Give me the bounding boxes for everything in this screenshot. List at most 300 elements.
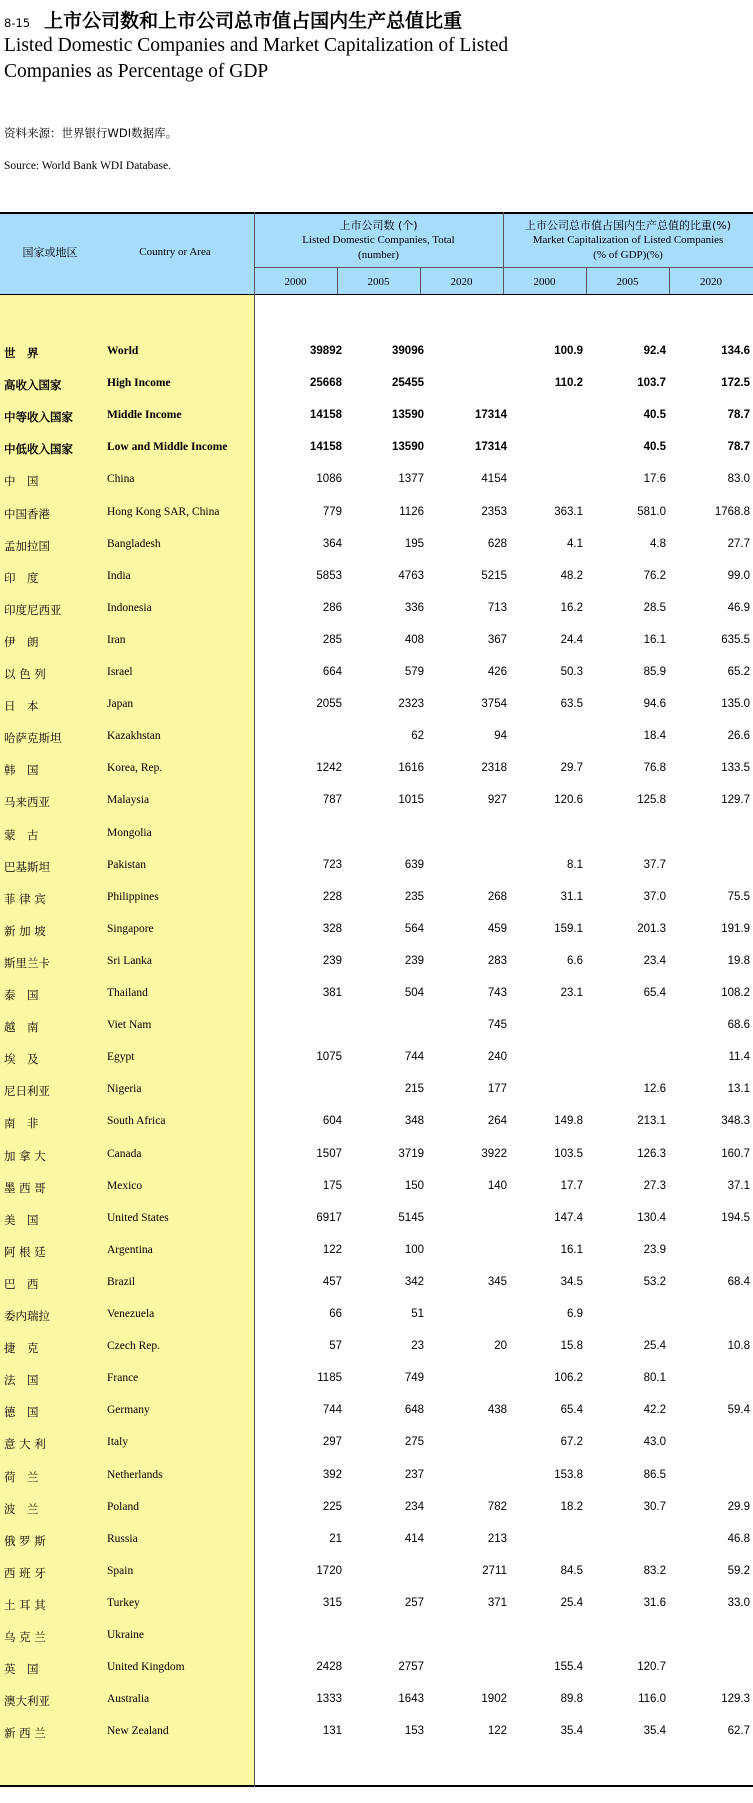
- value-cell: 2318: [481, 762, 507, 775]
- table-row: [0, 433, 753, 465]
- country-name-en: Canada: [107, 1147, 142, 1160]
- value-cell: 17.6: [643, 473, 666, 486]
- value-cell: 664: [322, 666, 342, 678]
- table-row: [0, 1332, 753, 1364]
- value-cell: 30.7: [643, 1500, 666, 1513]
- country-name-zh: 墨 西 哥: [4, 1180, 46, 1195]
- value-cell: 345: [487, 1275, 507, 1288]
- value-cell: 1720: [316, 1564, 342, 1577]
- value-cell: 1185: [317, 1372, 342, 1385]
- table-row: [0, 1589, 753, 1621]
- value-cell: 66: [329, 1308, 342, 1320]
- value-cell: 438: [487, 1404, 507, 1417]
- table-row: [0, 1557, 753, 1589]
- country-name-en: Pakistan: [107, 858, 146, 871]
- country-name-zh: 加 拿 大: [4, 1148, 46, 1163]
- value-cell: 564: [404, 922, 424, 935]
- country-name-zh: 泰 国: [4, 988, 39, 1002]
- country-name-zh: 中国香港: [4, 506, 50, 521]
- value-cell: 26.6: [727, 730, 750, 743]
- value-cell: 68.6: [727, 1019, 750, 1032]
- country-name-en: India: [107, 569, 131, 582]
- value-cell: 110.2: [554, 377, 583, 390]
- value-cell: 63.5: [560, 698, 583, 711]
- country-name-zh: 新 加 坡: [4, 923, 46, 938]
- value-cell: 5145: [398, 1211, 424, 1224]
- source-note-zh: 资料来源：世界银行WDI数据库。: [4, 126, 178, 140]
- value-cell: 16.2: [560, 601, 583, 614]
- value-cell: 149.8: [554, 1115, 583, 1128]
- table-row: [0, 883, 753, 915]
- country-name-zh: 德 国: [4, 1405, 39, 1420]
- table-row: [0, 401, 753, 433]
- country-name-en: Netherlands: [107, 1468, 163, 1481]
- value-cell: 76.8: [643, 762, 666, 775]
- value-cell: 130.4: [637, 1211, 666, 1224]
- value-cell: 46.9: [727, 601, 750, 614]
- value-cell: 648: [404, 1404, 424, 1417]
- value-cell: 31.1: [560, 890, 583, 903]
- value-cell: 67.2: [560, 1436, 583, 1449]
- value-cell: 83.0: [727, 473, 750, 486]
- value-cell: 348: [404, 1115, 424, 1128]
- value-cell: 23: [411, 1340, 424, 1353]
- value-cell: 234: [404, 1500, 424, 1513]
- value-cell: 59.2: [727, 1564, 750, 1577]
- value-cell: 80.1: [643, 1372, 666, 1385]
- value-cell: 59.4: [727, 1404, 750, 1417]
- value-cell: 13590: [392, 441, 424, 454]
- country-name-zh: 阿 根 廷: [4, 1244, 46, 1259]
- value-cell: 215: [404, 1083, 424, 1096]
- country-name-zh: 南 非: [4, 1116, 39, 1131]
- header-year: 2005: [367, 276, 390, 288]
- country-name-zh: 新 西 兰: [4, 1726, 46, 1741]
- value-cell: 16.1: [560, 1243, 583, 1256]
- value-cell: 257: [404, 1596, 424, 1609]
- country-name-zh: 意 大 利: [4, 1437, 46, 1452]
- value-cell: 604: [322, 1115, 342, 1128]
- value-cell: 27.7: [727, 537, 750, 550]
- value-cell: 381: [322, 987, 342, 999]
- country-name-zh: 中低收入国家: [4, 442, 73, 457]
- value-cell: 25668: [310, 377, 342, 390]
- country-name-en: High Income: [107, 377, 171, 390]
- value-cell: 1507: [316, 1147, 342, 1160]
- value-cell: 23.9: [643, 1243, 666, 1256]
- value-cell: 11.4: [728, 1051, 750, 1064]
- country-name-zh: 英 国: [4, 1662, 39, 1677]
- value-cell: 8.1: [567, 858, 583, 871]
- country-name-zh: 世 界: [4, 346, 39, 360]
- country-name-zh: 伊 朗: [4, 634, 39, 649]
- country-name-en: Mexico: [107, 1179, 143, 1192]
- value-cell: 37.7: [643, 858, 666, 871]
- table-row: [0, 1461, 753, 1493]
- value-cell: 348.3: [721, 1115, 750, 1128]
- value-cell: 153: [404, 1725, 424, 1738]
- value-cell: 426: [487, 666, 507, 678]
- country-name-zh: 乌 克 兰: [4, 1630, 46, 1644]
- value-cell: 240: [487, 1051, 507, 1064]
- bottom-rule: [0, 1785, 753, 1787]
- value-cell: 235: [404, 890, 424, 903]
- value-cell: 12.6: [643, 1083, 666, 1096]
- country-name-zh: 孟加拉国: [4, 538, 50, 553]
- value-cell: 76.2: [643, 569, 666, 582]
- value-cell: 239: [404, 954, 424, 967]
- value-cell: 85.9: [643, 666, 666, 678]
- country-name-zh: 印度尼西亚: [4, 602, 62, 617]
- value-cell: 342: [404, 1275, 424, 1288]
- country-name-en: Brazil: [107, 1275, 136, 1288]
- country-name-en: Spain: [107, 1564, 134, 1577]
- country-name-en: United Kingdom: [107, 1661, 185, 1674]
- value-cell: 213.1: [637, 1115, 666, 1128]
- table-row: [0, 1685, 753, 1717]
- country-name-en: Indonesia: [107, 601, 152, 614]
- value-cell: 1616: [398, 762, 424, 775]
- value-cell: 21: [329, 1532, 342, 1545]
- country-name-en: Poland: [107, 1500, 139, 1513]
- table-row: [0, 1236, 753, 1268]
- country-name-en: South Africa: [107, 1115, 166, 1128]
- value-cell: 315: [322, 1596, 342, 1609]
- table-row: [0, 819, 753, 851]
- country-name-en: Nigeria: [107, 1083, 142, 1096]
- country-name-zh: 尼日利亚: [4, 1084, 50, 1099]
- table-row: [0, 1140, 753, 1172]
- header-year: 2000: [284, 276, 307, 288]
- country-name-zh: 埃 及: [4, 1052, 39, 1067]
- value-cell: 4154: [481, 473, 507, 486]
- value-cell: 20: [494, 1340, 507, 1353]
- country-name-en: Kazakhstan: [107, 730, 161, 743]
- country-name-en: Sri Lanka: [107, 954, 153, 967]
- value-cell: 579: [404, 666, 424, 678]
- value-cell: 1643: [398, 1693, 424, 1706]
- value-cell: 31.6: [643, 1596, 666, 1609]
- table-row: [0, 1268, 753, 1300]
- table-row: [0, 754, 753, 786]
- value-cell: 275: [404, 1436, 424, 1449]
- value-cell: 2055: [316, 698, 342, 711]
- value-cell: 133.5: [721, 762, 750, 775]
- value-cell: 99.0: [727, 569, 750, 582]
- table-row: [0, 1075, 753, 1107]
- value-cell: 122: [487, 1725, 507, 1738]
- value-cell: 2711: [482, 1564, 507, 1577]
- country-name-en: Egypt: [107, 1051, 135, 1064]
- value-cell: 103.5: [554, 1147, 583, 1160]
- value-cell: 581.0: [637, 505, 666, 518]
- value-cell: 100.9: [554, 345, 583, 357]
- value-cell: 392: [322, 1468, 342, 1481]
- value-cell: 745: [487, 1019, 507, 1032]
- value-cell: 14158: [310, 441, 342, 454]
- value-cell: 65.4: [643, 987, 666, 999]
- value-cell: 5853: [316, 569, 342, 582]
- value-cell: 504: [404, 987, 424, 999]
- table-row: [0, 1107, 753, 1139]
- table-row: [0, 1428, 753, 1460]
- table-row: [0, 915, 753, 947]
- country-name-en: New Zealand: [107, 1725, 169, 1738]
- value-cell: 48.2: [560, 569, 583, 582]
- value-cell: 103.7: [637, 377, 666, 390]
- country-name-en: Japan: [107, 698, 134, 711]
- country-name-en: Iran: [107, 633, 126, 646]
- value-cell: 363.1: [554, 505, 583, 518]
- value-cell: 78.7: [727, 409, 750, 422]
- table-row: [0, 594, 753, 626]
- country-name-zh: 委内瑞拉: [4, 1309, 50, 1323]
- table-row: [0, 851, 753, 883]
- country-name-zh: 蒙 古: [4, 827, 39, 842]
- page-title-en-line2: Companies as Percentage of GDP: [4, 61, 269, 82]
- value-cell: 297: [322, 1436, 342, 1449]
- country-name-en: Israel: [107, 666, 133, 678]
- value-cell: 283: [487, 954, 507, 967]
- country-name-en: Argentina: [107, 1243, 153, 1256]
- value-cell: 639: [404, 858, 424, 871]
- header-group1-zh: 上市公司数 (个): [339, 219, 418, 232]
- value-cell: 457: [322, 1275, 342, 1288]
- value-cell: 42.2: [643, 1404, 666, 1417]
- country-name-en: Thailand: [107, 987, 148, 999]
- value-cell: 414: [404, 1532, 424, 1545]
- country-name-en: World: [107, 345, 139, 357]
- value-cell: 135.0: [721, 698, 750, 711]
- value-cell: 129.3: [721, 1693, 750, 1706]
- value-cell: 10.8: [727, 1340, 750, 1353]
- country-name-en: Hong Kong SAR, China: [107, 505, 220, 518]
- country-name-en: Malaysia: [107, 794, 150, 807]
- table-row: [0, 722, 753, 754]
- value-cell: 4.1: [567, 537, 583, 550]
- value-cell: 6.9: [567, 1308, 583, 1320]
- value-cell: 4763: [398, 569, 424, 582]
- value-cell: 29.9: [727, 1500, 750, 1513]
- value-cell: 1902: [481, 1693, 507, 1706]
- country-name-en: France: [107, 1372, 139, 1385]
- country-name-zh: 西 班 牙: [4, 1565, 46, 1580]
- value-cell: 17314: [475, 409, 507, 422]
- value-cell: 1333: [316, 1693, 342, 1706]
- value-cell: 1075: [316, 1051, 342, 1064]
- table-row: [0, 1396, 753, 1428]
- header-year: 2020: [450, 276, 473, 288]
- value-cell: 131: [322, 1725, 342, 1738]
- country-name-en: Russia: [107, 1532, 138, 1545]
- country-name-zh: 土 耳 其: [4, 1597, 46, 1612]
- country-name-zh: 中 国: [4, 474, 39, 489]
- value-cell: 65.2: [727, 666, 750, 678]
- value-cell: 37.0: [643, 890, 666, 903]
- value-cell: 194.5: [721, 1211, 750, 1224]
- value-cell: 628: [487, 537, 507, 550]
- value-cell: 23.4: [643, 954, 666, 967]
- country-name-zh: 高收入国家: [4, 378, 62, 393]
- value-cell: 18.4: [643, 730, 666, 743]
- value-cell: 84.5: [560, 1564, 583, 1577]
- table-row: [0, 530, 753, 562]
- country-name-zh: 越 南: [4, 1020, 39, 1035]
- value-cell: 37.1: [727, 1179, 750, 1192]
- value-cell: 62.7: [727, 1725, 750, 1738]
- value-cell: 159.1: [554, 922, 583, 935]
- country-name-zh: 斯里兰卡: [4, 955, 50, 970]
- header-year: 2000: [533, 276, 556, 288]
- value-cell: 1015: [398, 794, 424, 807]
- value-cell: 17314: [475, 441, 507, 454]
- value-cell: 39096: [392, 345, 424, 357]
- value-cell: 160.7: [721, 1147, 750, 1160]
- value-cell: 286: [322, 601, 342, 614]
- value-cell: 1086: [316, 473, 342, 486]
- country-name-en: Philippines: [107, 890, 159, 903]
- value-cell: 62: [411, 730, 424, 743]
- value-cell: 723: [322, 858, 342, 871]
- value-cell: 15.8: [560, 1340, 583, 1353]
- table-row: [0, 690, 753, 722]
- country-name-en: Singapore: [107, 922, 154, 935]
- value-cell: 328: [322, 922, 342, 935]
- country-name-en: Ukraine: [107, 1629, 145, 1641]
- country-name-zh: 中等收入国家: [4, 410, 73, 425]
- value-cell: 89.8: [560, 1693, 583, 1706]
- value-cell: 336: [404, 601, 424, 614]
- value-cell: 2353: [481, 505, 507, 518]
- table-row: [0, 562, 753, 594]
- title-zh-text: 上市公司数和上市公司总市值占国内生产总值比重: [44, 10, 463, 32]
- value-cell: 94: [494, 730, 507, 743]
- table-row: [0, 658, 753, 690]
- header-country-zh: 国家或地区: [22, 246, 78, 259]
- value-cell: 86.5: [643, 1468, 666, 1481]
- table-row: [0, 1653, 753, 1685]
- country-name-en: United States: [107, 1211, 169, 1224]
- value-cell: 25.4: [560, 1596, 583, 1609]
- country-name-en: Low and Middle Income: [107, 441, 228, 454]
- page-title-zh: [4, 6, 462, 33]
- country-name-en: Bangladesh: [107, 537, 161, 550]
- value-cell: 33.0: [727, 1596, 750, 1609]
- value-cell: 65.4: [560, 1404, 583, 1417]
- country-name-en: Korea, Rep.: [107, 762, 163, 775]
- country-name-en: China: [107, 473, 135, 486]
- header-year: 2005: [616, 276, 639, 288]
- value-cell: 51: [411, 1308, 424, 1320]
- value-cell: 2323: [398, 698, 424, 711]
- value-cell: 3719: [398, 1147, 424, 1160]
- value-cell: 94.6: [643, 698, 666, 711]
- country-name-zh: 俄 罗 斯: [4, 1533, 46, 1548]
- value-cell: 134.6: [721, 345, 750, 357]
- value-cell: 744: [404, 1051, 424, 1064]
- header-group1-en2: (number): [358, 249, 399, 261]
- value-cell: 13.1: [727, 1083, 750, 1096]
- country-name-zh: 哈萨克斯坦: [4, 731, 62, 746]
- value-cell: 175: [322, 1179, 342, 1192]
- value-cell: 927: [487, 794, 507, 807]
- value-cell: 201.3: [637, 922, 666, 935]
- value-cell: 4.8: [650, 537, 666, 550]
- value-cell: 177: [487, 1083, 507, 1096]
- value-cell: 5215: [481, 569, 507, 582]
- table-row: [0, 1493, 753, 1525]
- value-cell: 120.6: [554, 794, 583, 807]
- country-name-zh: 马来西亚: [4, 795, 50, 810]
- country-name-zh: 波 兰: [4, 1501, 39, 1516]
- country-name-zh: 澳大利亚: [4, 1694, 50, 1709]
- value-cell: 16.1: [643, 633, 666, 646]
- value-cell: 83.2: [643, 1564, 666, 1577]
- value-cell: 239: [322, 954, 342, 967]
- header-country-en: Country or Area: [139, 246, 211, 258]
- table-row: [0, 1172, 753, 1204]
- value-cell: 39892: [310, 345, 342, 357]
- value-cell: 155.4: [554, 1661, 583, 1674]
- table-row: [0, 626, 753, 658]
- table-row: [0, 1621, 753, 1653]
- value-cell: 57: [329, 1340, 342, 1353]
- value-cell: 1242: [316, 762, 342, 775]
- table-row: [0, 465, 753, 497]
- value-cell: 53.2: [643, 1275, 666, 1288]
- value-cell: 285: [322, 633, 342, 646]
- value-cell: 191.9: [721, 922, 750, 935]
- value-cell: 34.5: [560, 1275, 583, 1288]
- value-cell: 744: [322, 1404, 342, 1417]
- table-row: [0, 1300, 753, 1332]
- country-name-en: Italy: [107, 1436, 129, 1449]
- value-cell: 46.8: [727, 1532, 750, 1545]
- value-cell: 28.5: [643, 601, 666, 614]
- value-cell: 29.7: [560, 762, 583, 775]
- value-cell: 264: [487, 1115, 507, 1128]
- value-cell: 68.4: [727, 1275, 750, 1288]
- value-cell: 100: [404, 1243, 424, 1256]
- table-row: [0, 369, 753, 401]
- value-cell: 108.2: [721, 987, 750, 999]
- country-name-zh: 荷 兰: [4, 1469, 39, 1484]
- value-cell: 35.4: [560, 1725, 583, 1738]
- value-cell: 43.0: [643, 1436, 666, 1449]
- country-name-zh: 美 国: [4, 1212, 39, 1227]
- top-rule: [0, 212, 753, 214]
- country-name-zh: 韩 国: [4, 763, 39, 778]
- value-cell: 749: [404, 1372, 424, 1385]
- table-number: 8-15: [4, 16, 31, 30]
- value-cell: 367: [487, 633, 507, 646]
- country-name-zh: 以 色 列: [4, 667, 46, 681]
- value-cell: 75.5: [727, 890, 750, 903]
- value-cell: 40.5: [643, 409, 666, 422]
- country-name-zh: 法 国: [4, 1373, 39, 1388]
- country-name-en: Australia: [107, 1693, 150, 1706]
- value-cell: 779: [322, 505, 342, 518]
- country-name-zh: 日 本: [4, 699, 39, 714]
- country-name-en: Venezuela: [107, 1308, 155, 1320]
- value-cell: 24.4: [560, 633, 583, 646]
- value-cell: 228: [322, 890, 342, 903]
- value-cell: 2757: [398, 1661, 424, 1674]
- value-cell: 153.8: [554, 1468, 583, 1481]
- value-cell: 25455: [392, 377, 424, 390]
- table-row: [0, 786, 753, 818]
- table-row: [0, 1204, 753, 1236]
